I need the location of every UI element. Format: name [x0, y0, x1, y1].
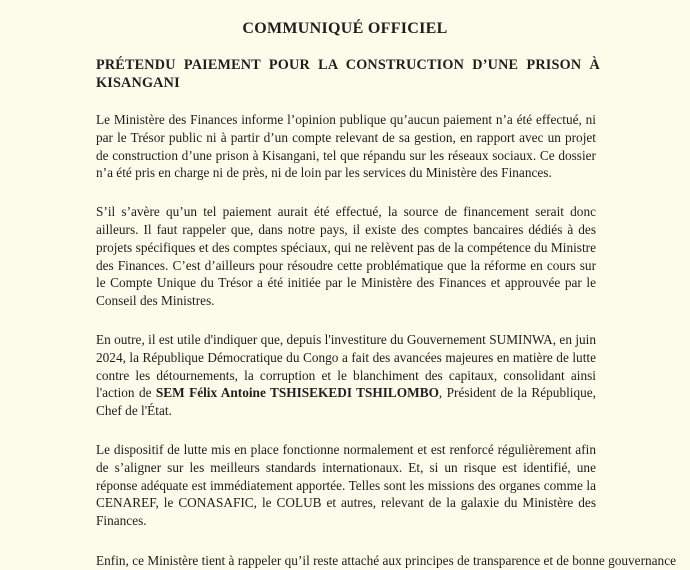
document-title: COMMUNIQUÉ OFFICIEL: [242, 20, 448, 37]
document-body: [96, 111, 676, 568]
paragraph-4: Le dispositif de lutte mis en place fonctionne normalement et est renforcé régulièrement afin de s’aligner sur les meilleurs standards internationaux. Et, si un risque est identifié, une réponse adéquate est immédiatement apportée. Telles sont les missions des organes comme la CENAREF, le CONASAFIC, le COLUB et autres, relevant de la galaxie du Ministère des Finances.: [96, 441, 596, 529]
paragraph-5-partial-line: Enfin, ce Ministère tient à rappeler qu’il reste attaché aux principes de transparence et de bonne gouvernance: [96, 552, 676, 568]
paragraph-2: S’il s’avère qu’un tel paiement aurait été effectué, la source de financement serait donc ailleurs. Il faut rappeler que, dans notre pays, il existe des comptes bancaires dédiés à des projets spécifiques et des comptes spéciaux, qui ne relèvent pas de la compétence du Ministre des Finances. C’est d’ailleurs pour résoudre cette problématique que la réforme en cours sur le Compte Unique du Trésor a été initiée par le Ministère des Finances et approuvée par le Conseil des Ministres.: [96, 204, 596, 309]
paragraph-5-partial: [96, 551, 676, 568]
paragraph-3-text-before: En outre, il est utile d'indiquer que, depuis l'investiture du Gouvernement SUMINWA, en juin 2024, la République Démocratique du Congo a fait des avancées majeures en matière de lutte contre les détournements, la corruption et le blanchiment des capitaux, consolidant ainsi l'action de: [96, 331, 596, 401]
paragraph-3: [96, 331, 596, 420]
paragraph-1: Le Ministère des Finances informe l’opinion publique qu’aucun paiement n’a été effectué, ni par le Trésor public ni à partir d’un compte relevant de sa gestion, en rapport avec un projet de construction d’une prison à Kisangani, tel que répandu sur les réseaux sociaux. Ce dossier n’a été pris en charge ni de près, ni de loin par les services du Ministère des Finances.: [96, 112, 596, 181]
paragraph-3-text-after: , Président de la République, Chef de l'État.: [96, 385, 597, 419]
president-name: SEM Félix Antoine TSHISEKEDI TSHILOMBO: [155, 385, 439, 401]
document-subject: PRÉTENDU PAIEMENT POUR LA CONSTRUCTION D’UNE PRISON À KISANGANI: [96, 57, 600, 91]
